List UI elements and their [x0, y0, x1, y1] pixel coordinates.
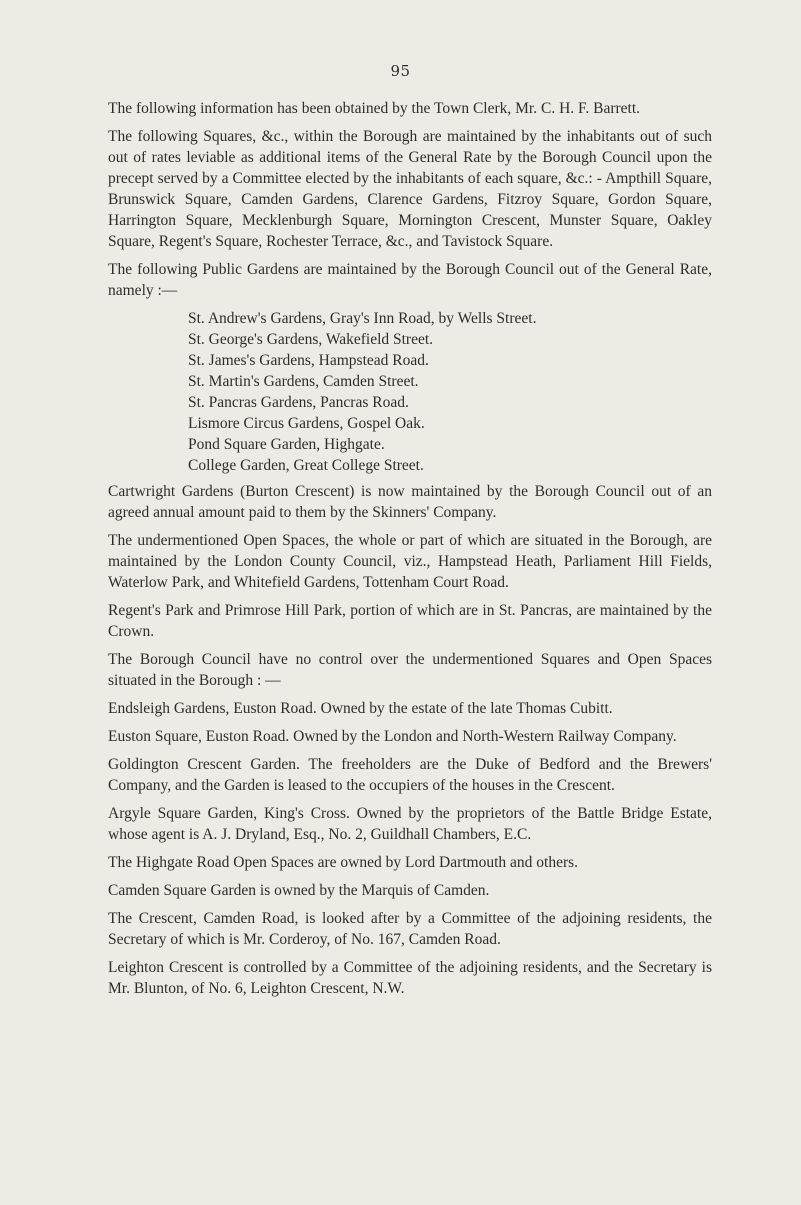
paragraph-endsleigh-gardens: Endsleigh Gardens, Euston Road. Owned by the estate of the late Thomas Cubitt. — [108, 700, 613, 717]
list-item: Pond Square Garden, Highgate. — [188, 436, 385, 453]
list-item: Lismore Circus Gardens, Gospel Oak. — [188, 415, 425, 432]
paragraph-cartwright-gardens: Cartwright Gardens (Burton Crescent) is now maintained by the Borough Council out of an agreed annual amount paid to them by the Skinners' Company. — [108, 483, 712, 521]
paragraph-squares-maintained: The following Squares, &c., within the Borough are maintained by the inhabitants out of such out of rates leviable as additional items of the General Rate by the Borough Council upon the precept served by a Committee elected by the inhabitants of each square, &c.: - Ampthill Square, Brunswick Square, Camden Gardens, Clarence Gardens, Fitzroy Square, Gordon Square, Harrington Square, Mecklenburgh Square, Mornington Crescent, Munster Square, Oakley Square, Regent's Square, Rochester Terrace, &c., and Tavistock Square. — [108, 128, 712, 250]
page-number: 95 — [390, 62, 411, 80]
paragraph-the-crescent: The Crescent, Camden Road, is looked after by a Committee of the adjoining residents, the Secretary of which is Mr. Corderoy, of No. 167, Camden Road. — [108, 910, 712, 948]
page-body — [108, 98, 712, 1006]
paragraph-public-gardens-intro: The following Public Gardens are maintained by the Borough Council out of the General Rate, namely :— — [108, 261, 712, 299]
list-item: St. Pancras Gardens, Pancras Road. — [188, 394, 409, 411]
list-item: St. George's Gardens, Wakefield Street. — [188, 331, 434, 348]
paragraph-crown-parks: Regent's Park and Primrose Hill Park, portion of which are in St. Pancras, are maintained by the Crown. — [108, 602, 712, 640]
paragraph-euston-square: Euston Square, Euston Road. Owned by the London and North-Western Railway Company. — [108, 728, 677, 745]
paragraph-leighton-crescent: Leighton Crescent is controlled by a Committee of the adjoining residents, and the Secretary is Mr. Blunton, of No. 6, Leighton Crescent, N.W. — [108, 959, 712, 997]
list-item: College Garden, Great College Street. — [188, 457, 424, 474]
paragraph-lcc-open-spaces: The undermentioned Open Spaces, the whole or part of which are situated in the Borough, are maintained by the London County Council, viz., Hampstead Heath, Parliament Hill Fields, Waterlow Park, and Whitefield Gardens, Tottenham Court Road. — [108, 532, 712, 591]
paragraph-argyle-square: Argyle Square Garden, King's Cross. Owned by the proprietors of the Battle Bridge Estate, whose agent is A. J. Dryland, Esq., No. 2, Guildhall Chambers, E.C. — [108, 805, 712, 843]
list-item: St. Andrew's Gardens, Gray's Inn Road, by Wells Street. — [188, 310, 537, 327]
paragraph-town-clerk: The following information has been obtained by the Town Clerk, Mr. C. H. F. Barrett. — [108, 100, 641, 117]
list-item: St. James's Gardens, Hampstead Road. — [188, 352, 429, 369]
paragraph-no-control-intro: The Borough Council have no control over the undermentioned Squares and Open Spaces situated in the Borough : — — [108, 651, 712, 689]
paragraph-camden-square: Camden Square Garden is owned by the Marquis of Camden. — [108, 882, 490, 899]
list-item: St. Martin's Gardens, Camden Street. — [188, 373, 419, 390]
public-gardens-list — [108, 308, 712, 476]
paragraph-goldington-crescent: Goldington Crescent Garden. The freeholders are the Duke of Bedford and the Brewers' Company, and the Garden is leased to the occupiers of the houses in the Crescent. — [108, 756, 712, 794]
paragraph-highgate-road: The Highgate Road Open Spaces are owned by Lord Dartmouth and others. — [108, 854, 579, 871]
